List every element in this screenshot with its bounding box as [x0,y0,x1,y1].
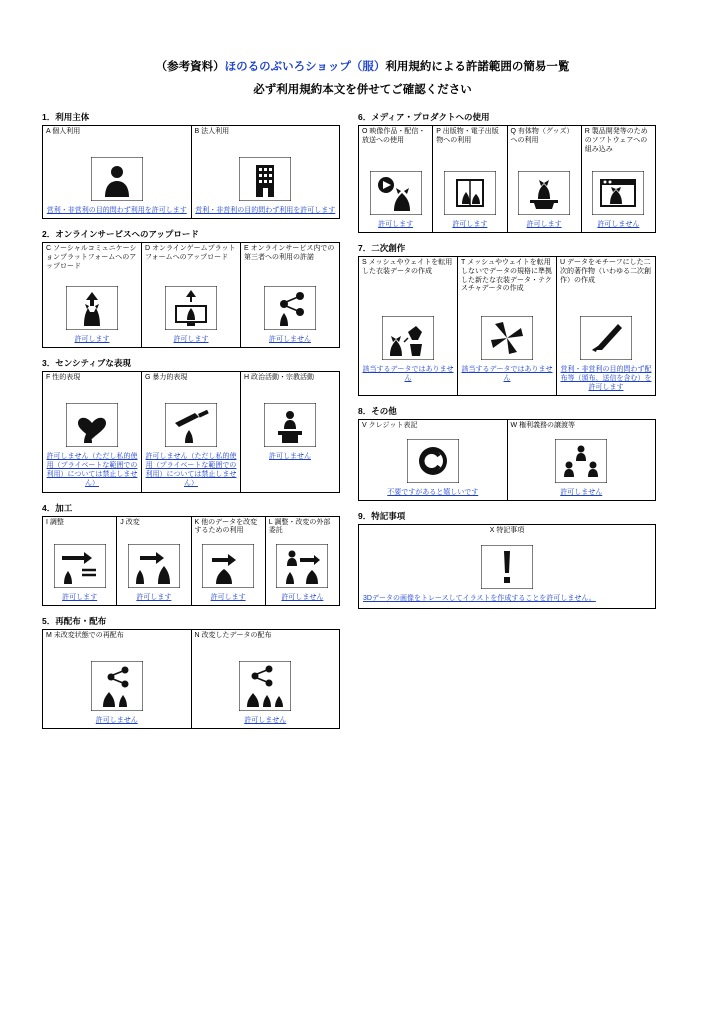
page-header [0,0,725,97]
share-cat-icon [264,286,316,330]
table-row [359,525,656,608]
cell-header [458,257,556,313]
permission-text: 許可しません [269,336,311,344]
table-row [359,420,656,501]
cell-label: 個人利用 [52,128,81,135]
icon-container [192,541,265,592]
cell-key: U [560,259,566,267]
cell-F [43,372,142,492]
cell-label: 特記事項 [496,527,525,535]
page-title-prefix: （参考資料） [155,61,225,73]
cell-D [142,243,241,348]
cell-J [117,516,191,605]
cell-key: B [194,128,200,135]
cell-X [359,525,656,608]
cell-label: 製品開発等のためのソフトウェアへの組み込み [584,128,648,153]
cell-T [458,257,557,396]
cell-key: E [244,245,249,253]
table-sensitive-expression [42,371,340,492]
cell-label: 改変 [125,518,140,526]
section-media-products [358,111,656,233]
cell-B [191,126,340,219]
cell-header [359,257,457,313]
section-title: 2．オンラインサービスへのアップロード [42,229,199,240]
section-title: 5．再配布・配布 [42,615,107,626]
shop-name: ほのるのぶいろショップ（服） [224,61,386,73]
cell-header [582,126,655,168]
permission-text: 許可します [210,593,246,601]
section-online-upload [42,228,340,348]
icon-container [142,283,240,334]
cell-label: 法人利用 [201,128,230,135]
permission-text: 許可します [62,593,98,601]
cell-header [433,126,506,168]
table-row [43,126,340,219]
cell-header [192,630,340,658]
page-subtitle: 必ず利用規約本文を併せてご確認ください [253,84,472,96]
page-title-suffix: 利用規約による許諾範囲の簡易一覧 [385,61,570,73]
section-title: 7．二次創作 [358,243,406,254]
person-icon [91,157,143,201]
icon-container [43,400,141,451]
icon-container [266,541,339,592]
cell-header [43,372,141,400]
cell-label: オンラインゲームプラットフォームへのアップロード [145,245,236,261]
page-title-line1 [0,58,725,74]
transfer-people-icon [555,439,607,483]
cell-C [43,243,142,348]
cell-L [265,516,339,605]
icon-container [359,168,432,219]
permission-text: 許可しません [281,593,324,601]
cell-header [192,517,265,541]
cell-U [557,257,656,396]
cell-header [508,420,656,436]
cell-label: 調整 [49,518,64,526]
cell-key: I [46,518,48,526]
cell-key: H [244,374,250,382]
cell-header [142,372,240,400]
cell-label: 権利義務の譲渡等 [519,422,576,430]
adjust-cat-icon [54,544,106,588]
pen-icon [580,316,632,360]
icon-container [43,283,141,334]
software-cat-icon [592,171,644,215]
cell-E [241,243,340,348]
table-media-products [358,125,656,233]
table-row [43,629,340,728]
permission-text: 該当するデータではありません [362,366,454,383]
cell-Q [507,126,581,233]
permission-text: 不要ですがあると嬉しいです [387,489,479,497]
section-processing [42,502,340,606]
section-title: 4．加工 [42,502,73,513]
cell-header [359,126,432,168]
permission-text: 許可します [378,221,414,228]
icon-container [43,541,116,592]
cell-key: G [145,374,151,382]
cell-H [241,372,340,492]
icon-container [241,283,339,334]
cell-key: Q [510,128,516,135]
section-title: 8．その他 [358,406,397,417]
cell-header [508,126,581,168]
goods-cat-icon [518,171,570,215]
cell-key: D [145,245,151,253]
section-special-notes [358,510,656,608]
cell-header [43,126,191,154]
cell-key: J [120,518,124,526]
cell-R [581,126,655,233]
cell-header [43,630,191,658]
permission-text: 営利・非営利の目的問わず利用を許可します [195,207,336,214]
cell-key: W [510,422,518,430]
redistribute-cat-icon [91,661,143,711]
cell-K [191,516,265,605]
permission-text: 営利・非営利の目的問わず利用を許可します [46,207,187,214]
permission-text: 許可します [173,336,209,344]
table-row [43,243,340,348]
cell-key: S [362,259,367,267]
icon-container [241,400,339,451]
icon-container [192,658,340,715]
icon-container [359,313,457,364]
cell-key: A [46,128,51,135]
cell-key: O [362,128,368,135]
cell-key: F [46,374,51,382]
cell-label: メッシュやウェイトを転用した衣装データの作成 [362,259,453,275]
table-derivative-works [358,256,656,396]
permission-text: 該当するデータではありません [461,366,553,383]
cell-label: 暴力的表現 [152,374,188,382]
cell-label: クレジット表記 [368,422,418,430]
building-icon [239,157,291,201]
cell-V [359,420,508,501]
cell-label: オンラインサービス内での第三者への利用の許諾 [244,245,335,261]
icon-container [508,436,656,487]
table-special-notes [358,524,656,608]
other-data-cat-icon [202,544,254,588]
section-sensitive-expression [42,357,340,492]
cell-N [191,629,340,728]
permission-text: 許可します [526,221,562,228]
cell-header [359,525,655,539]
cell-G [142,372,241,492]
icon-container [433,168,506,219]
mesh-reuse-icon [382,316,434,360]
heart-cat-icon [66,403,118,447]
cell-key: R [584,128,590,135]
icon-container [582,168,655,219]
table-processing [42,516,340,606]
modify-cat-icon [128,544,180,588]
permission-text: 許可しません（ただし私的使用（プライベートな範囲での利用）については禁止しません） [145,453,237,488]
section-usage-subject [42,111,340,219]
play-cat-icon [370,171,422,215]
cell-key: K [194,518,200,526]
right-column [358,111,656,618]
distribute-modified-cat-icon [239,661,291,711]
cell-W [507,420,656,501]
table-online-upload [42,242,340,348]
cell-A [43,126,192,219]
cell-key: C [46,245,52,253]
cell-label: 有体物（グッズ）への利用 [510,128,574,144]
table-row [43,516,340,605]
permission-text: 営利・非営利の目的問わず配布等（頒布、送信を含む）を許可します [560,366,652,392]
cell-S [359,257,458,396]
table-row [359,126,656,233]
cell-header [142,243,240,283]
table-other [358,419,656,501]
cell-header [117,517,190,541]
cell-label: 映像作品・配信・放送への使用 [362,128,426,144]
left-column [42,111,340,738]
icon-container [359,539,655,591]
icon-container [508,168,581,219]
table-usage-subject [42,125,340,219]
outsource-cat-icon [276,544,328,588]
section-other [358,405,656,501]
cell-header [557,257,655,313]
permission-text: 許可します [74,336,110,344]
icon-container [458,313,556,364]
cell-label: メッシュやウェイトを転用しないでデータの規格に準拠した新たな衣装データ・テクスチャデータの作成 [461,259,552,293]
exclamation-icon [481,545,533,589]
section-title: 3．センシティブな表現 [42,358,131,369]
icon-container [557,313,655,364]
permission-text: 許可しません [560,489,603,497]
icon-container [117,541,190,592]
upload-cat-icon [66,286,118,330]
cell-header [43,517,116,541]
cell-header [266,517,339,541]
new-costume-icon [481,316,533,360]
cell-key: N [194,631,200,639]
cell-O [359,126,433,233]
icon-container [192,154,340,205]
cell-key: X [489,527,495,535]
section-redistribution [42,615,340,729]
cell-label: 政治活動・宗教活動 [251,374,315,382]
cell-header [241,243,339,283]
cell-key: V [362,422,367,430]
cell-label: 調整・改変の外部委託 [268,518,331,535]
permission-text: 許可します [452,221,488,228]
cell-I [43,516,117,605]
cell-header [192,126,340,154]
knife-cat-icon [165,403,217,447]
cell-key: T [461,259,466,267]
podium-cat-icon [264,403,316,447]
cell-label: 他のデータを改変するための利用 [194,518,258,535]
cell-key: M [46,631,52,639]
cell-label: データをモチーフにした二次的著作物（いわゆる二次創作）の作成 [560,259,651,284]
cell-header [359,420,507,436]
permission-text: 許可します [136,593,172,601]
cell-P [433,126,507,233]
cell-label: 未改変状態での再配布 [53,631,124,639]
section-title: 1．利用主体 [42,112,90,122]
permission-text: 許可しません（ただし私的使用（プライベートな範囲での利用）については禁止しません） [46,453,138,488]
permission-text: 許可しません [95,716,138,724]
book-cat-icon [444,171,496,215]
icon-container [359,436,507,487]
cell-key: P [436,128,441,135]
icon-container [43,658,191,715]
table-redistribution [42,629,340,729]
cell-M [43,629,192,728]
section-derivative-works [358,242,656,396]
icon-container [43,154,191,205]
section-title: 6．メディア・プロダクトへの使用 [358,112,490,122]
permission-text: 許可しません [597,221,640,228]
cell-label: 性的表現 [52,374,81,382]
permission-text: 許可しません [269,453,311,461]
cell-header [43,243,141,283]
content-columns [0,97,725,738]
cell-label: 出版物・電子出版物への利用 [436,128,499,144]
cell-key: L [268,518,273,526]
cell-label: 改変したデータの配布 [201,631,272,639]
section-title: 9．特記事項 [358,511,406,522]
cell-header [241,372,339,400]
special-note-text: 3Dデータの画像をトレースしてイラストを作成することを許可しません。 [363,595,596,603]
icon-container [142,400,240,451]
table-row [43,372,340,492]
cell-label: ソーシャルコミュニケーションプラットフォームへのアップロード [46,245,137,270]
copyright-icon [407,439,459,483]
upload-monitor-icon [165,286,217,330]
table-row [359,257,656,396]
permission-text: 許可しません [244,716,287,724]
